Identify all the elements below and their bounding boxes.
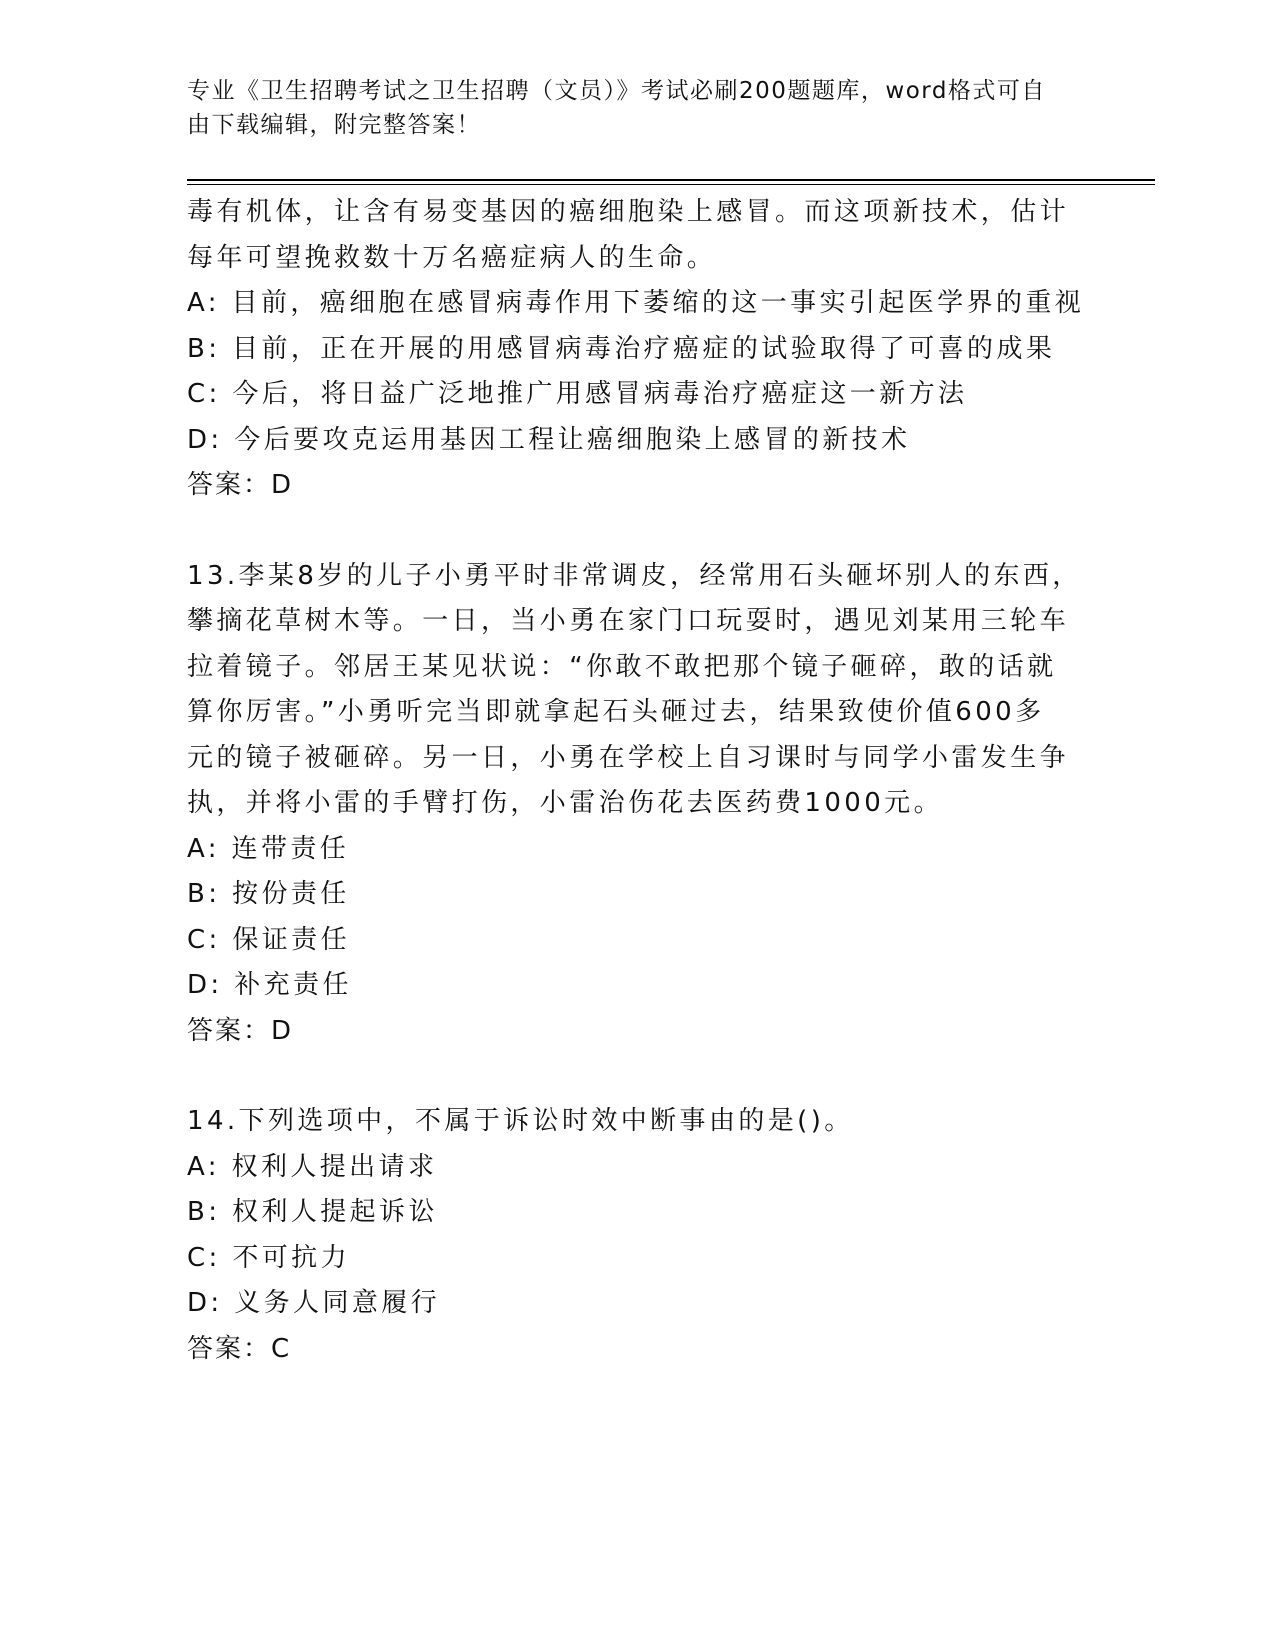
option-c: C: 不可抗力 bbox=[187, 1242, 350, 1273]
question-stem-line: 拉着镜子。邻居王某见状说：“你敢不敢把那个镜子砸碎，敢的话就 bbox=[187, 651, 1057, 682]
question-stem-line: 元的镜子被砸碎。另一日，小勇在学校上自习课时与同学小雷发生争 bbox=[187, 742, 1070, 773]
option-d: D: 义务人同意履行 bbox=[187, 1288, 441, 1318]
option-b: B: 权利人提起诉讼 bbox=[187, 1197, 438, 1227]
option-c: C: 今后，将日益广泛地推广用感冒病毒治疗癌症这一新方法 bbox=[187, 379, 968, 409]
option-d: D: 今后要攻克运用基因工程让癌细胞染上感冒的新技术 bbox=[187, 424, 911, 455]
answer-line: 答案：D bbox=[187, 470, 294, 500]
answer-line: 答案：D bbox=[187, 1015, 294, 1046]
option-a: A: 目前，癌细胞在感冒病毒作用下萎缩的这一事实引起医学界的重视 bbox=[187, 288, 1085, 318]
spacer bbox=[187, 509, 1087, 554]
question-14 bbox=[187, 1099, 1087, 1372]
header-text: 专业《卫生招聘考试之卫生招聘（文员）》考试必刷200题题库，word格式可自由下载编辑，附完整答案！ bbox=[187, 78, 1046, 138]
option-c: C: 保证责任 bbox=[187, 924, 350, 955]
question-stem-line: 算你厉害。”小勇听完当即就拿起石头砸过去，结果致使价值600多 bbox=[187, 697, 1045, 727]
question-stem-line: 毒有机体，让含有易变基因的癌细胞染上感冒。而这项新技术，估计 bbox=[187, 197, 1070, 227]
question-13 bbox=[187, 554, 1087, 1055]
option-d: D: 补充责任 bbox=[187, 970, 352, 1000]
document-body bbox=[187, 190, 1087, 1372]
option-b: B: 目前，正在开展的用感冒病毒治疗癌症的试验取得了可喜的成果 bbox=[187, 333, 1056, 364]
question-stem-line: 14.下列选项中，不属于诉讼时效中断事由的是()。 bbox=[187, 1106, 854, 1136]
option-b: B: 按份责任 bbox=[187, 879, 350, 909]
header-rule-thin bbox=[187, 184, 1155, 185]
question-12 bbox=[187, 190, 1087, 509]
option-a: A: 连带责任 bbox=[187, 833, 350, 864]
question-stem-line: 13.李某8岁的儿子小勇平时非常调皮，经常用石头砸坏别人的东西， bbox=[187, 560, 1082, 591]
option-a: A: 权利人提出请求 bbox=[187, 1151, 438, 1182]
spacer bbox=[187, 1054, 1087, 1099]
document-header bbox=[187, 74, 1067, 142]
question-stem-line: 每年可望挽救数十万名癌症病人的生命。 bbox=[187, 242, 717, 273]
answer-line: 答案：C bbox=[187, 1333, 292, 1364]
question-stem-line: 执，并将小雷的手臂打伤，小雷治伤花去医药费1000元。 bbox=[187, 788, 943, 818]
header-rule-thick bbox=[187, 179, 1155, 181]
question-stem-line: 攀摘花草树木等。一日，当小勇在家门口玩耍时，遇见刘某用三轮车 bbox=[187, 606, 1070, 636]
